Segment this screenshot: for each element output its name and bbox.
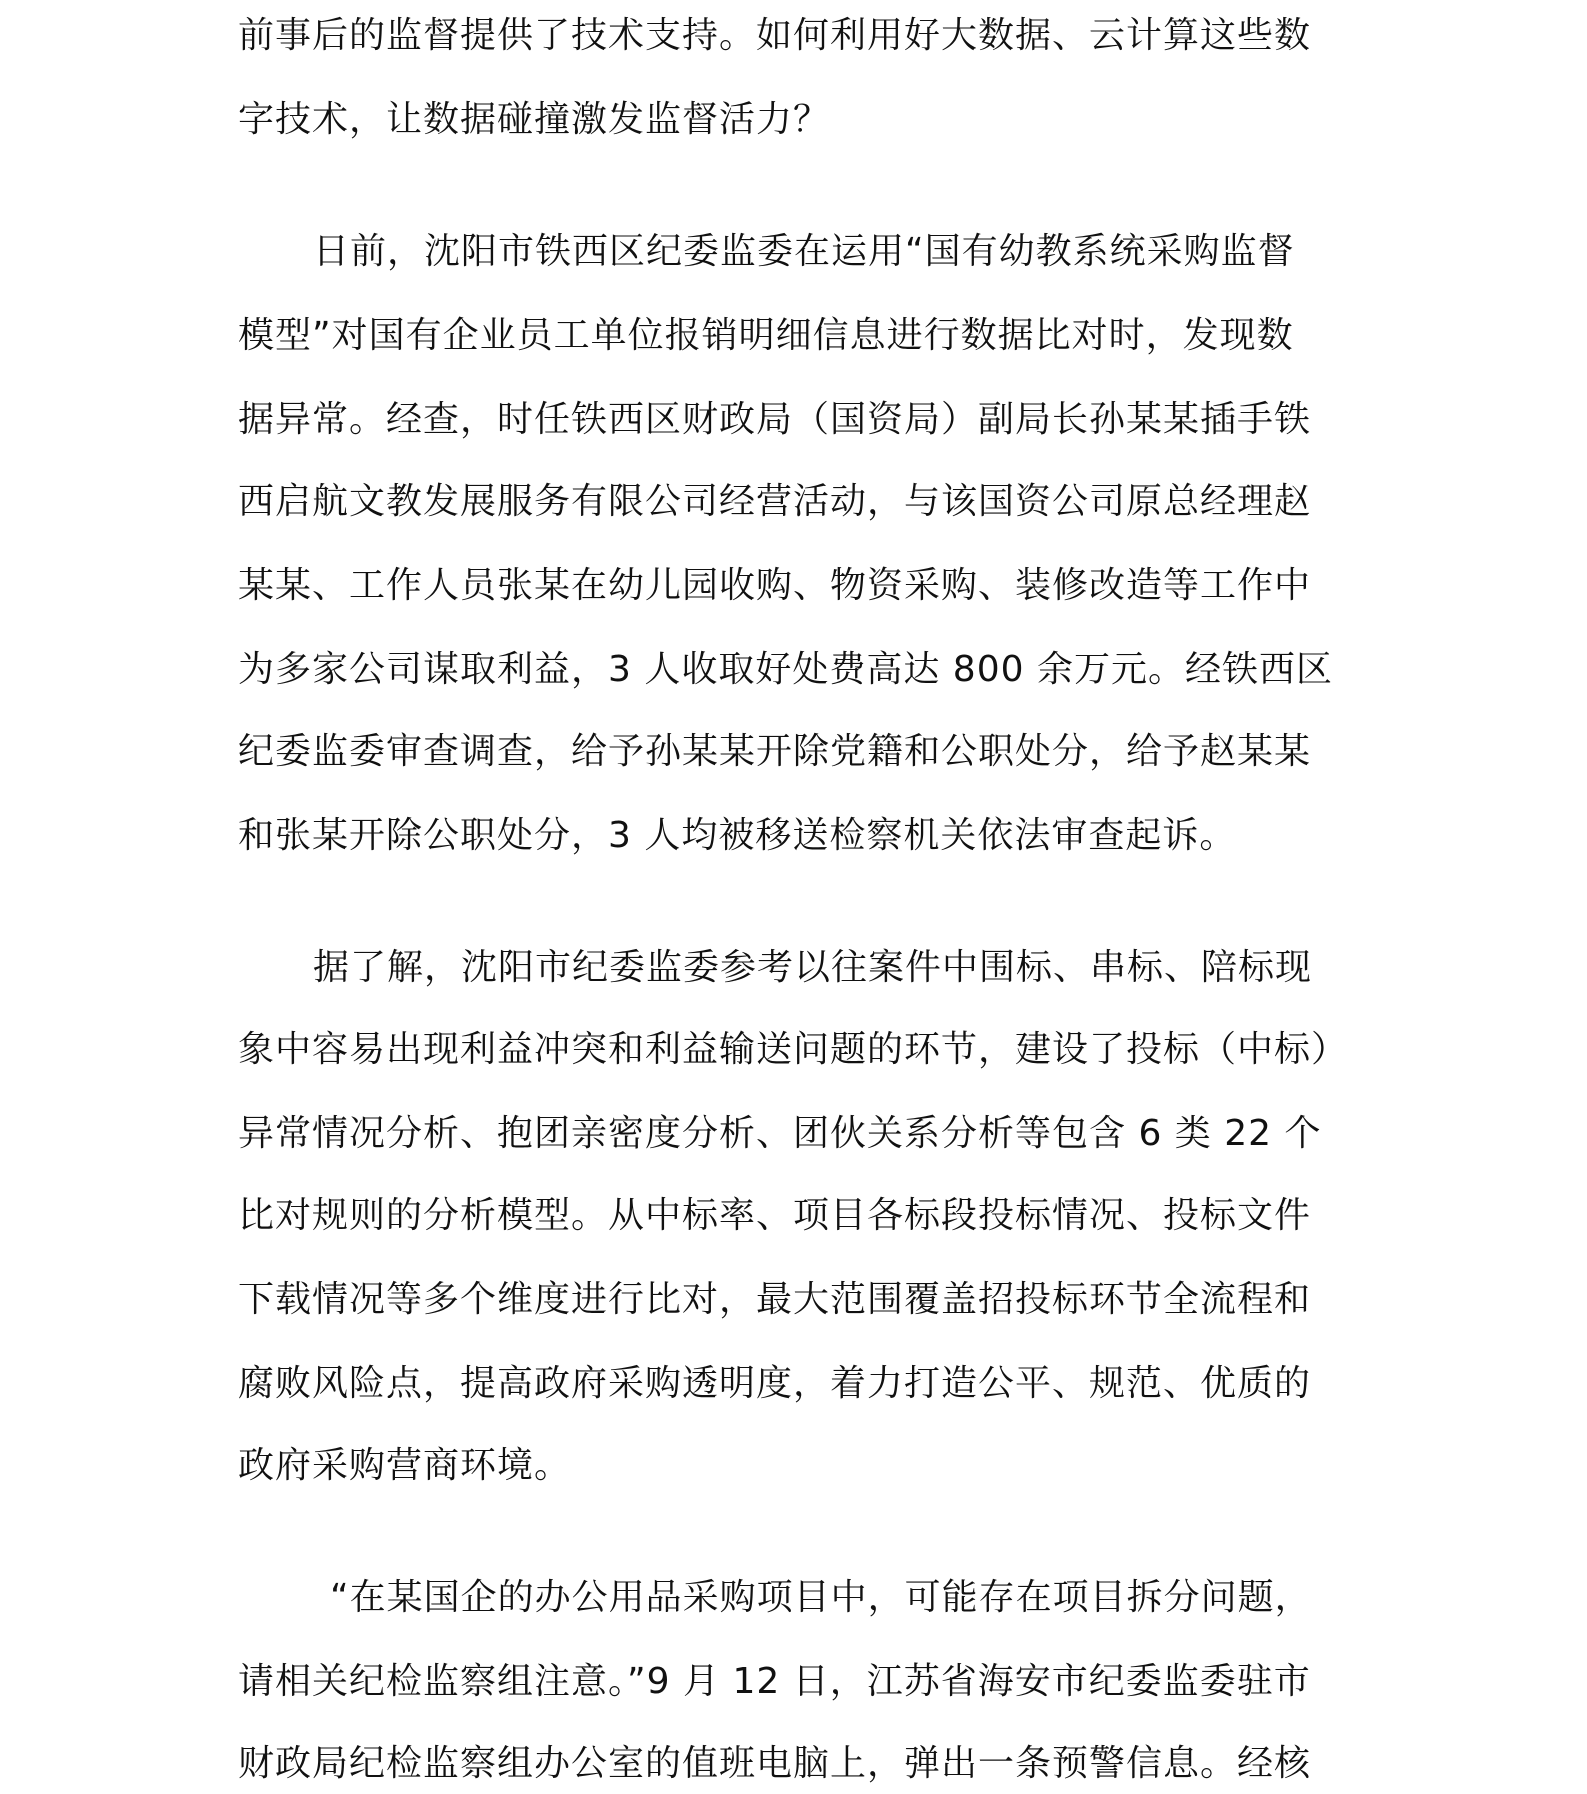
paragraph-2-line-3: 据异常。经查，时任铁西区财政局（国资局）副局长孙某某插手铁 — [238, 399, 1312, 440]
paragraph-2-line-4: 西启航文教发展服务有限公司经营活动，与该国资公司原总经理赵 — [238, 481, 1312, 522]
paragraph-3-line-6: 腐败风险点，提高政府采购透明度，着力打造公平、规范、优质的 — [238, 1363, 1312, 1404]
paragraph-3-line-3: 异常情况分析、抱团亲密度分析、团伙关系分析等包含 6 类 22 个 — [238, 1113, 1322, 1154]
paragraph-3-line-4: 比对规则的分析模型。从中标率、项目各标段投标情况、投标文件 — [238, 1195, 1312, 1236]
paragraph-2-line-2: 模型”对国有企业员工单位报销明细信息进行数据比对时，发现数 — [238, 315, 1294, 356]
paragraph-1-line-2: 字技术，让数据碰撞激发监督活力？ — [238, 99, 831, 140]
paragraph-4-line-2: 请相关纪检监察组注意。”9 月 12 日，江苏省海安市纪委监委驻市 — [238, 1661, 1311, 1702]
paragraph-2-line-7: 纪委监委审查调查，给予孙某某开除党籍和公职处分，给予赵某某 — [238, 731, 1312, 772]
paragraph-2-line-5: 某某、工作人员张某在幼儿园收购、物资采购、装修改造等工作中 — [238, 565, 1312, 606]
paragraph-3-line-7: 政府采购营商环境。 — [238, 1445, 572, 1486]
paragraph-2-line-6: 为多家公司谋取利益，3 人收取好处费高达 800 余万元。经铁西区 — [238, 649, 1333, 690]
paragraph-2-line-8: 和张某开除公职处分，3 人均被移送检察机关依法审查起诉。 — [238, 815, 1237, 856]
paragraph-3-line-2: 象中容易出现利益冲突和利益输送问题的环节，建设了投标（中标） — [238, 1029, 1349, 1070]
paragraph-4-line-3: 财政局纪检监察组办公室的值班电脑上，弹出一条预警信息。经核 — [238, 1743, 1312, 1784]
paragraph-1-line-1: 前事后的监督提供了技术支持。如何利用好大数据、云计算这些数 — [238, 15, 1312, 56]
paragraph-4-line-1: “在某国企的办公用品采购项目中，可能存在项目拆分问题， — [330, 1577, 1312, 1618]
paragraph-3-line-5: 下载情况等多个维度进行比对，最大范围覆盖招投标环节全流程和 — [238, 1279, 1312, 1320]
paragraph-2-line-1: 日前，沈阳市铁西区纪委监委在运用“国有幼教系统采购监督 — [313, 231, 1295, 272]
paragraph-3-line-1: 据了解，沈阳市纪委监委参考以往案件中围标、串标、陪标现 — [313, 947, 1313, 988]
